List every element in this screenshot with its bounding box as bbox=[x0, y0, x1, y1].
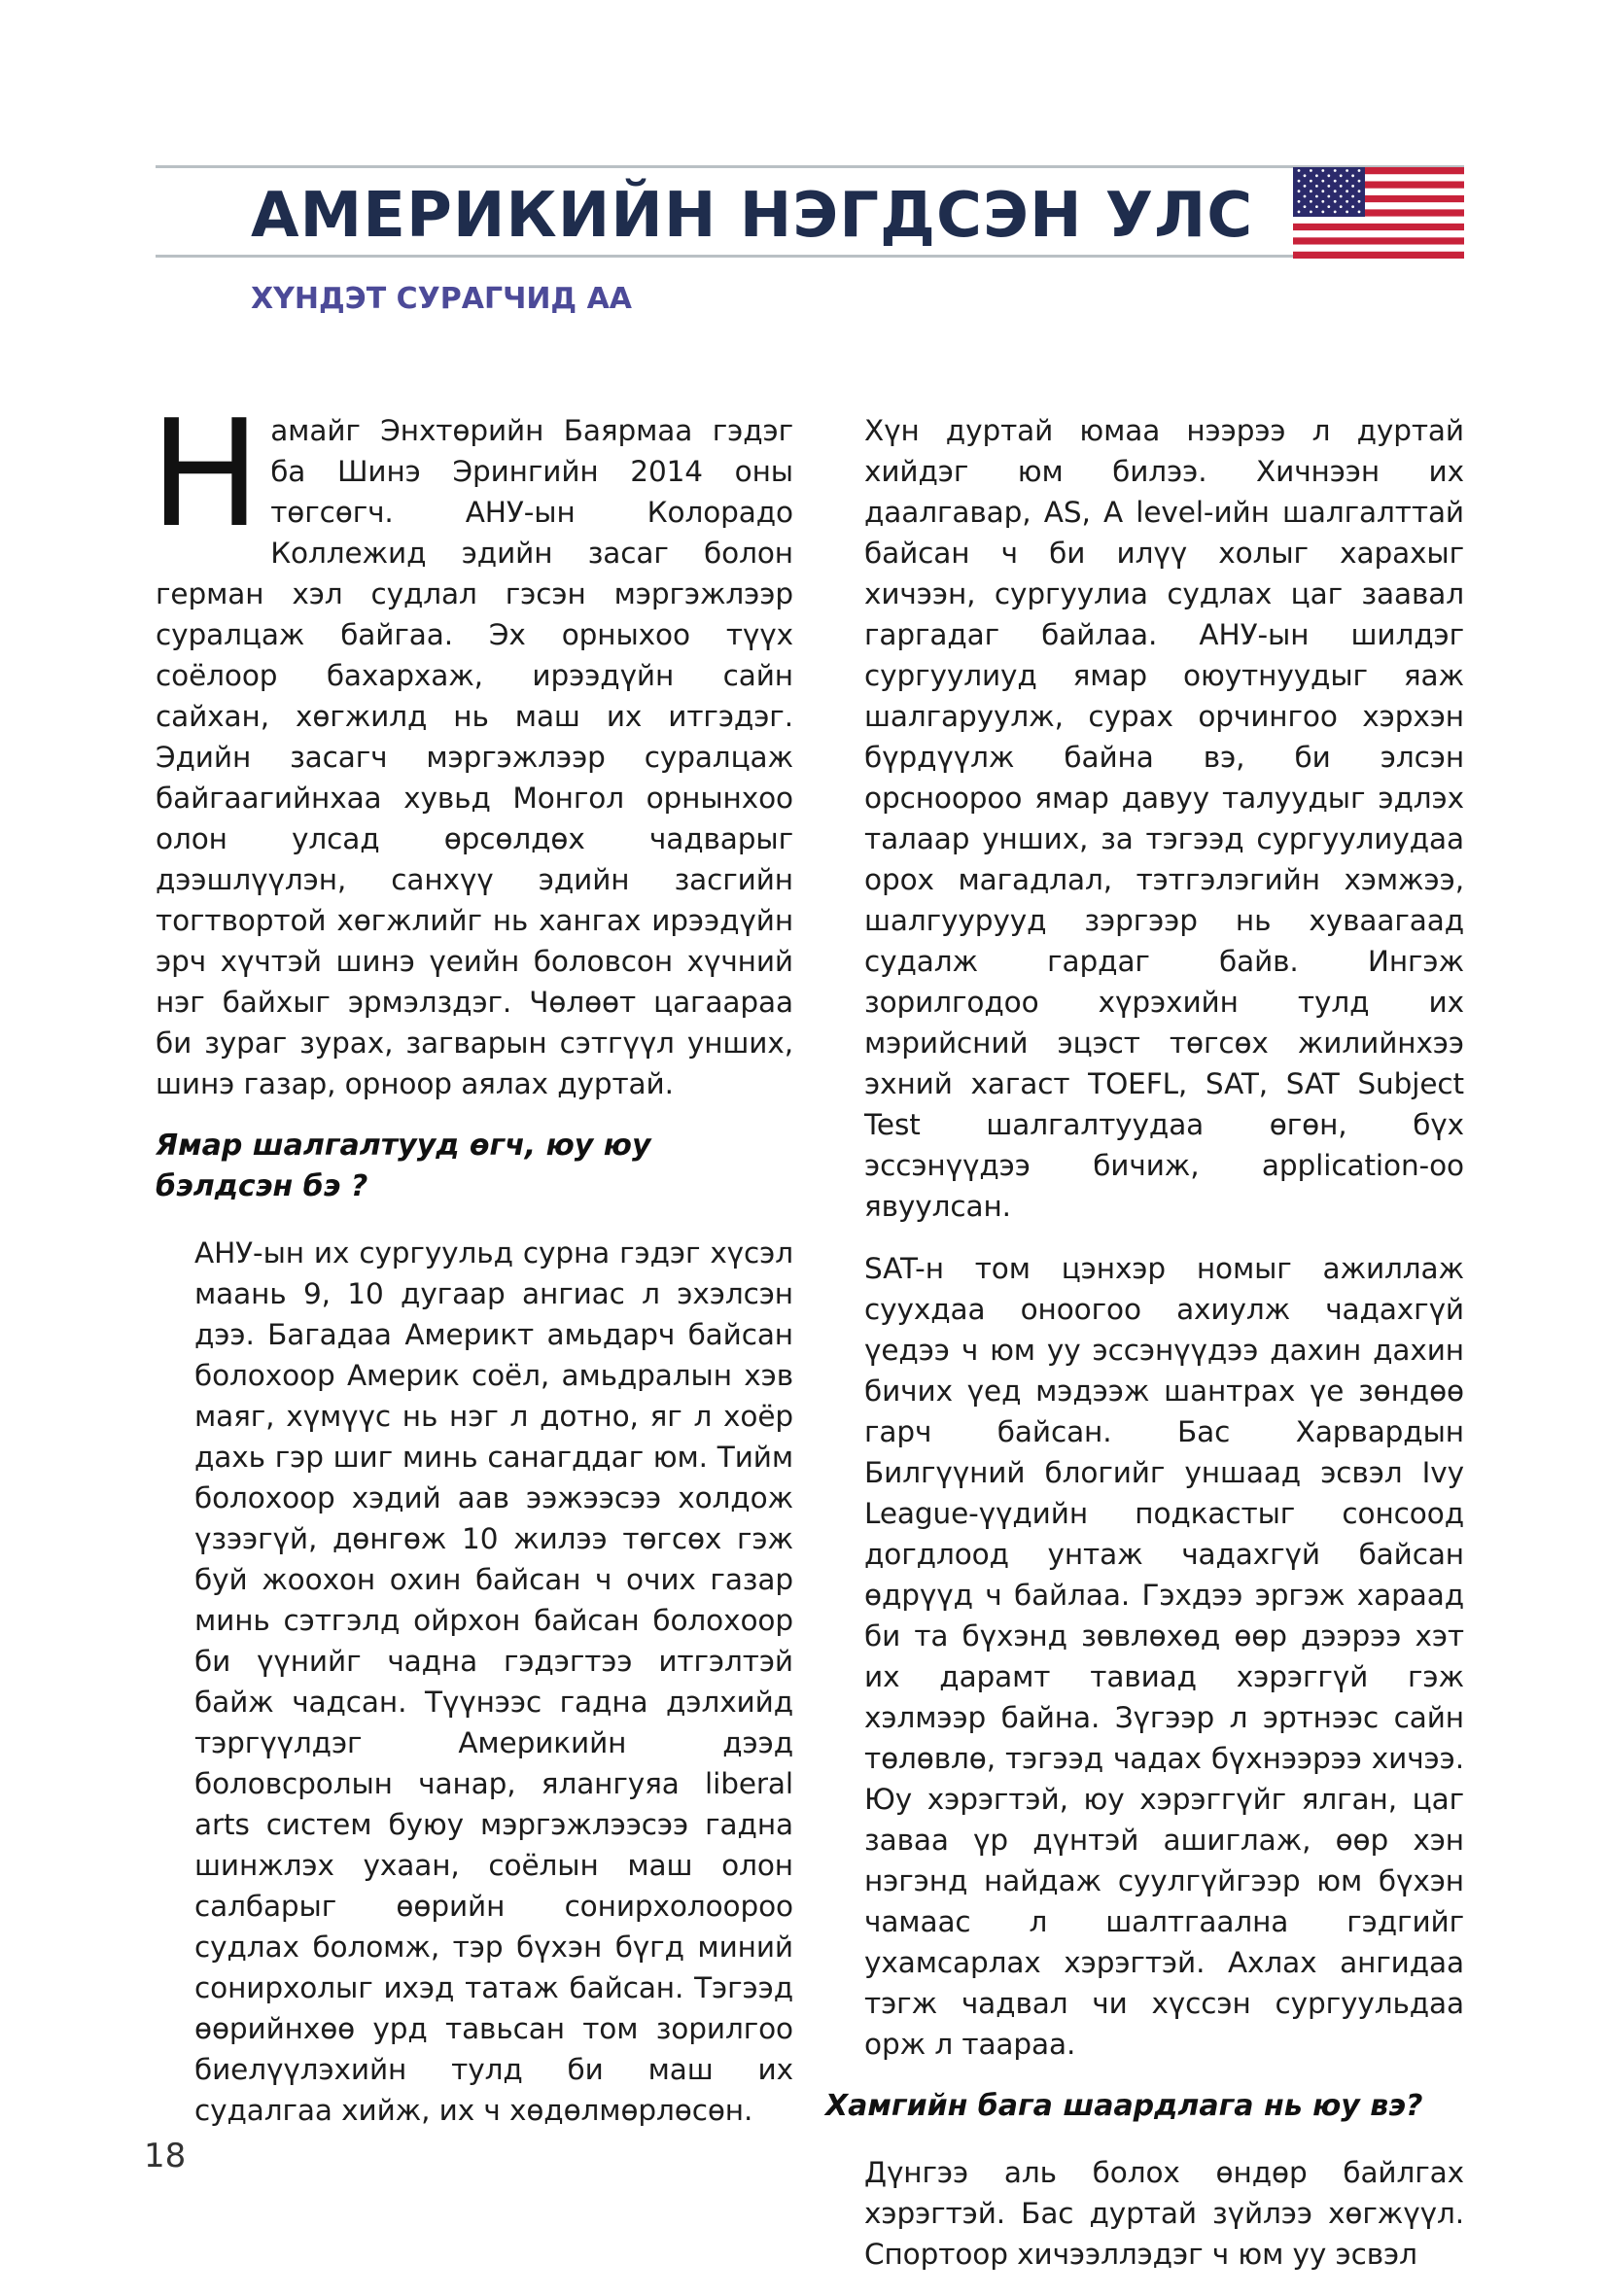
flag-star bbox=[1351, 205, 1354, 208]
flag-star bbox=[1327, 185, 1330, 188]
flag-star bbox=[1358, 211, 1361, 214]
flag-star bbox=[1351, 195, 1354, 198]
flag-star bbox=[1298, 190, 1301, 192]
flag-star bbox=[1358, 190, 1361, 192]
flag-star bbox=[1340, 205, 1343, 208]
flag-star bbox=[1340, 195, 1343, 198]
flag-star bbox=[1310, 200, 1312, 203]
us-flag-icon bbox=[1293, 167, 1464, 259]
flag-star bbox=[1310, 169, 1312, 172]
page-title: АМЕРИКИЙН НЭГДСЭН УЛС bbox=[251, 180, 1254, 252]
flag-stripe bbox=[1293, 237, 1464, 245]
flag-star bbox=[1358, 180, 1361, 183]
flag-star bbox=[1315, 174, 1318, 177]
flag-star bbox=[1346, 169, 1348, 172]
flag-star bbox=[1358, 169, 1361, 172]
flag-star bbox=[1298, 211, 1301, 214]
flag-star bbox=[1358, 200, 1361, 203]
flag-star bbox=[1321, 200, 1324, 203]
question-heading-exams: Ямар шалгалтууд өгч, юу юу бэлдсэн бэ ? bbox=[156, 1129, 651, 1203]
flag-stripe bbox=[1293, 224, 1464, 231]
flag-star bbox=[1315, 185, 1318, 188]
flag-star bbox=[1351, 174, 1354, 177]
answer-paragraph-exams: АНУ-ын их сургуульд сурна гэдэг хүсэл маань 9, 10 дугаар ангиас л эхэлсэн дээ. Багадаа Америкт амьдарч байсан болохоор Америк соёл, амьдралын хэв маяг, хүмүүс нь нэг л дотно, яг л хоёр дахь гэр шиг минь санагддаг юм. Тийм болохоор хэдий аав ээжээсээ холдож үзээгүй, дөнгөж 10 жилээ төгсөх гэж буй жоохон охин байсан ч очих газар минь сэтгэлд ойрхон байсан болохоор би үүнийг чадна гэдэгтээ итгэлтэй байж чадсан. Түүнээс гадна дэлхийд тэргүүлдэг Америкийн дээд боловсролын чанар, ялангуяа liberal arts систем буюу мэргэжлээсээ гадна шинжлэх ухаан, соёлын маш олон салбарыг өөрийн сонирхолоороо судлах боломж, тэр бүхэн бүгд миний сонирхолыг ихэд татаж байсан. Тэгээд өөрийнхөө урд тавьсан том зорилгоо биелүүлэхийн тулд би маш их судалгаа хийж, их ч хөдөлмөрлөсөн. bbox=[194, 1236, 793, 2127]
flag-star bbox=[1327, 174, 1330, 177]
flag-star bbox=[1310, 180, 1312, 183]
header-bottom-rule bbox=[156, 255, 1464, 258]
flag-star bbox=[1298, 200, 1301, 203]
flag-star bbox=[1351, 185, 1354, 188]
flag-star bbox=[1315, 205, 1318, 208]
right-column bbox=[825, 410, 1464, 2296]
flag-stripe bbox=[1293, 217, 1464, 225]
question-heading-requirements: Хамгийн бага шаардлага нь юу вэ? bbox=[825, 2089, 1423, 2123]
drop-cap: Н bbox=[150, 388, 262, 560]
left-column bbox=[150, 388, 793, 2152]
flag-stripe bbox=[1293, 252, 1464, 259]
flag-star bbox=[1334, 211, 1337, 214]
flag-star bbox=[1327, 205, 1330, 208]
flag-star bbox=[1340, 174, 1343, 177]
header-top-rule bbox=[156, 165, 1464, 168]
page-number: 18 bbox=[144, 2137, 187, 2175]
flag-star bbox=[1321, 190, 1324, 192]
flag-star bbox=[1304, 205, 1307, 208]
flag-star bbox=[1298, 180, 1301, 183]
flag-stripe bbox=[1293, 230, 1464, 238]
right-paragraph-1: Хүн дуртай юмаа нээрээ л дуртай хийдэг юм билээ. Хичнээн их даалгавар, AS, A level-ийн шалгалттай байсан ч би илүү холыг харахыг хичээн, сургуулиа судлах цаг заавал гаргадаг байлаа. АНУ-ын шилдэг сургуулиуд ямар оюутнуудыг яаж шалгаруулж, сурах орчингоо хэрхэн бүрдүүлж байна вэ, би элсэн орсноороо ямар давуу талуудыг эдлэх талаар унших, за тэгээд сургуулиудаа орох магадлал, тэтгэлэгийн хэмжээ, шалгуурууд зэргээр нь хуваагаад судалж гардаг байв. Ингэж зорилгодоо хүрэхийн тулд их мэрийсний эцэст төгсөх жилийнхээ эхний хагаст TOEFL, SAT, SAT Subject Test шалгалтуудаа өгөн, бүх эссэнүүдээ бичиж, application-оо явуулсан. bbox=[864, 414, 1464, 1223]
flag-star bbox=[1310, 211, 1312, 214]
intro-paragraph bbox=[150, 388, 793, 1104]
flag-star bbox=[1327, 195, 1330, 198]
flag-star bbox=[1321, 211, 1324, 214]
intro-text: амайг Энхтөрийн Баярмаа гэдэг ба Шинэ Эрингийн 2014 оны төгсөгч. АНУ-ын Колорадо Коллежид эдийн засаг болон герман хэл судлал гэсэн мэргэжлээр суралцаж байгаа. Эх орныхоо түүх соёлоор бахархаж, ирээдүйн сайн сайхан, хөгжилд нь маш их итгэдэг. Эдийн засагч мэргэжлээр суралцаж байгаагийнхаа хувьд Монгол орнынхоо олон улсад өрсөлдөх чадварыг дээшлүүлэн, санхүү эдийн засгийн тогтвортой хөгжлийг нь хангах ирээдүйн эрч хүчтэй шинэ үеийн боловсон хүчний нэг байхыг эрмэлздэг. Чөлөөт цагаараа би зураг зурах, загварын сэтгүүл унших, шинэ газар, орноор аялах дуртай. bbox=[156, 414, 793, 1100]
flag-stripe bbox=[1293, 245, 1464, 253]
flag-star bbox=[1346, 200, 1348, 203]
flag-star bbox=[1346, 211, 1348, 214]
flag-star bbox=[1321, 169, 1324, 172]
flag-star bbox=[1346, 190, 1348, 192]
flag-star bbox=[1334, 180, 1337, 183]
flag-star bbox=[1310, 190, 1312, 192]
flag-star bbox=[1334, 190, 1337, 192]
flag-star bbox=[1315, 195, 1318, 198]
flag-star bbox=[1334, 200, 1337, 203]
flag-star bbox=[1304, 185, 1307, 188]
flag-star bbox=[1321, 180, 1324, 183]
flag-star bbox=[1304, 174, 1307, 177]
right-paragraph-2: SAT-н том цэнхэр номыг ажиллаж суухдаа оноогоо ахиулж чадахгүй үедээ ч юм уу эссэнүүдээ дахин дахин бичих үед мэдээж шантрах үе зөндөө гарч байсан. Бас Харвардын Билгүүний блогийг уншаад эсвэл Ivy League-үүдийн подкастыг сонсоод догдлоод унтаж чадахгүй байсан өдрүүд ч байлаа. Гэхдээ эргэж хараад би та бүхэнд зөвлөхөд өөр дээрээ хэт их дарамт тавиад хэрэггүй гэж хэлмээр байна. Зүгээр л эртнээс сайн төлөвлө, тэгээд чадах бүхнээрээ хичээ. Юу хэрэгтэй, юу хэрэггүйг ялган, цаг заваа үр дүнтэй ашиглаж, өөр хэн нэгэнд найдаж суулгүйгээр юм бүхэн чамаас л шалтгаална гэдгийг ухамсарлах хэрэгтэй. Ахлах ангидаа тэгж чадвал чи хүссэн сургуульдаа орж л таараа. bbox=[864, 1252, 1464, 2061]
flag-star bbox=[1340, 185, 1343, 188]
flag-star bbox=[1334, 169, 1337, 172]
flag-star bbox=[1298, 169, 1301, 172]
section-subtitle: ХҮНДЭТ СУРАГЧИД АА bbox=[251, 282, 633, 316]
right-paragraph-3: Дүнгээ аль болох өндөр байлгах хэрэгтэй. Бас дуртай зүйлээ хөгжүүл. Спортоор хичээллэдэг ч юм уу эсвэл bbox=[864, 2156, 1464, 2271]
flag-star bbox=[1346, 180, 1348, 183]
flag-star bbox=[1304, 195, 1307, 198]
